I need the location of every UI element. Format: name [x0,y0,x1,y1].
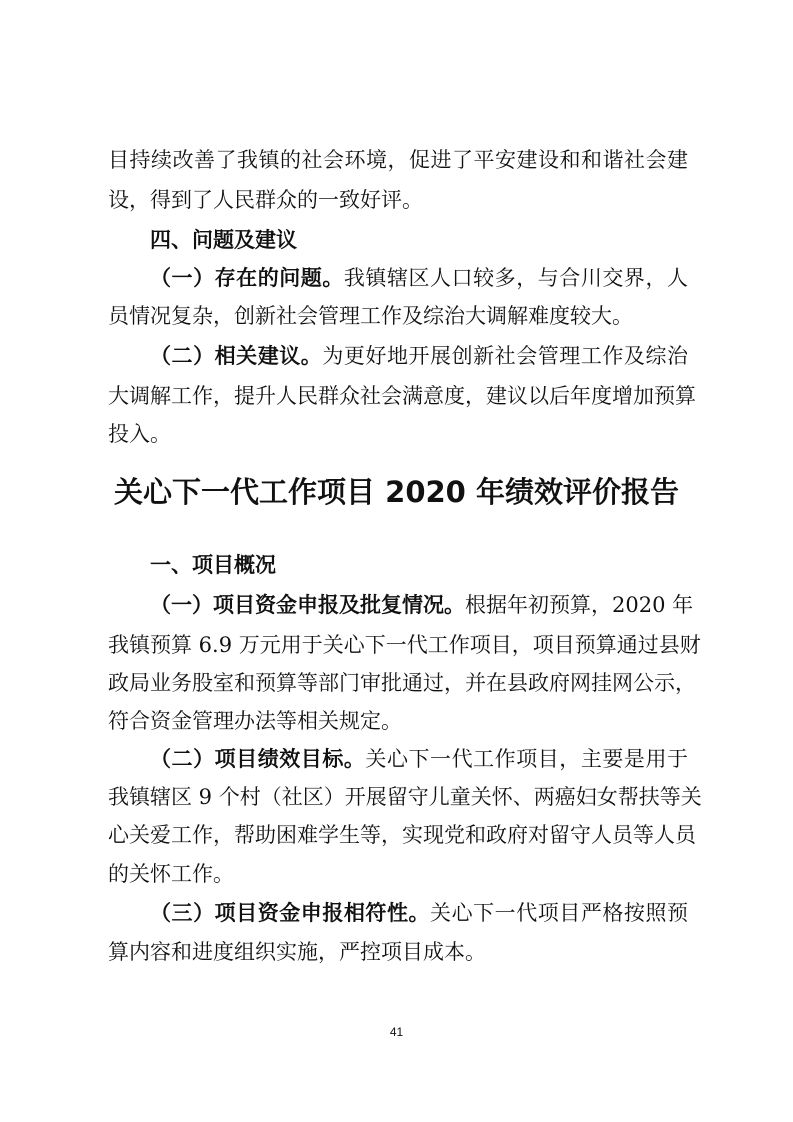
paragraph-line [150,341,688,371]
paragraph-line: 的关怀工作。 [108,862,234,886]
paragraph-text: 根据年初预算，2020 年 [465,593,694,617]
paragraph-line: 投入。 [108,422,171,446]
paragraph-line [150,898,688,928]
paragraph-line [150,263,688,293]
subheading-funding-approval: （一）项目资金申报及批复情况。 [150,593,465,617]
subheading-funding-conformity: （三）项目资金申报相符性。 [150,901,431,925]
section-heading-project-overview: 一、项目概况 [150,553,276,577]
subheading-performance-goals: （二）项目绩效目标。 [150,747,366,771]
paragraph-line: 算内容和进度组织实施，严控项目成本。 [108,940,486,964]
paragraph-text: 关心下一代项目严格按照预 [430,901,689,925]
paragraph-text: 关心下一代工作项目，主要是用于 [365,747,689,771]
paragraph-text: 为更好地开展创新社会管理工作及综治 [322,344,689,368]
paragraph-line [150,590,694,620]
paragraph-line: 员情况复杂，创新社会管理工作及综治大调解难度较大。 [108,304,633,328]
subheading-related-suggestions: （二）相关建议。 [150,344,323,368]
paragraph-line: 心关爱工作，帮助困难学生等，实现党和政府对留守人员等人员 [108,823,696,847]
paragraph-line: 大调解工作，提升人民群众社会满意度，建议以后年度增加预算 [108,384,696,408]
report-title: 关心下一代工作项目 2020 年绩效评价报告 [114,475,679,509]
page-number: 41 [389,1025,404,1039]
paragraph-line: 设，得到了人民群众的一致好评。 [108,188,423,212]
paragraph-line: 我镇预算 6.9 万元用于关心下一代工作项目，项目预算通过县财 [108,633,701,657]
paragraph-line: 政局业务股室和预算等部门审批通过，并在县政府网挂网公示， [108,671,696,695]
subheading-existing-problems: （一）存在的问题。 [150,266,344,290]
section-heading-problems-suggestions: 四、问题及建议 [150,228,297,252]
paragraph-line: 我镇辖区 9 个村（社区）开展留守儿童关怀、两癌妇女帮扶等关 [108,785,702,809]
paragraph-line: 符合资金管理办法等相关规定。 [108,709,402,733]
paragraph-line [150,744,688,774]
paragraph-line: 目持续改善了我镇的社会环境，促进了平安建设和和谐社会建 [108,148,688,172]
paragraph-text: 我镇辖区人口较多，与合川交界，人 [343,266,688,290]
